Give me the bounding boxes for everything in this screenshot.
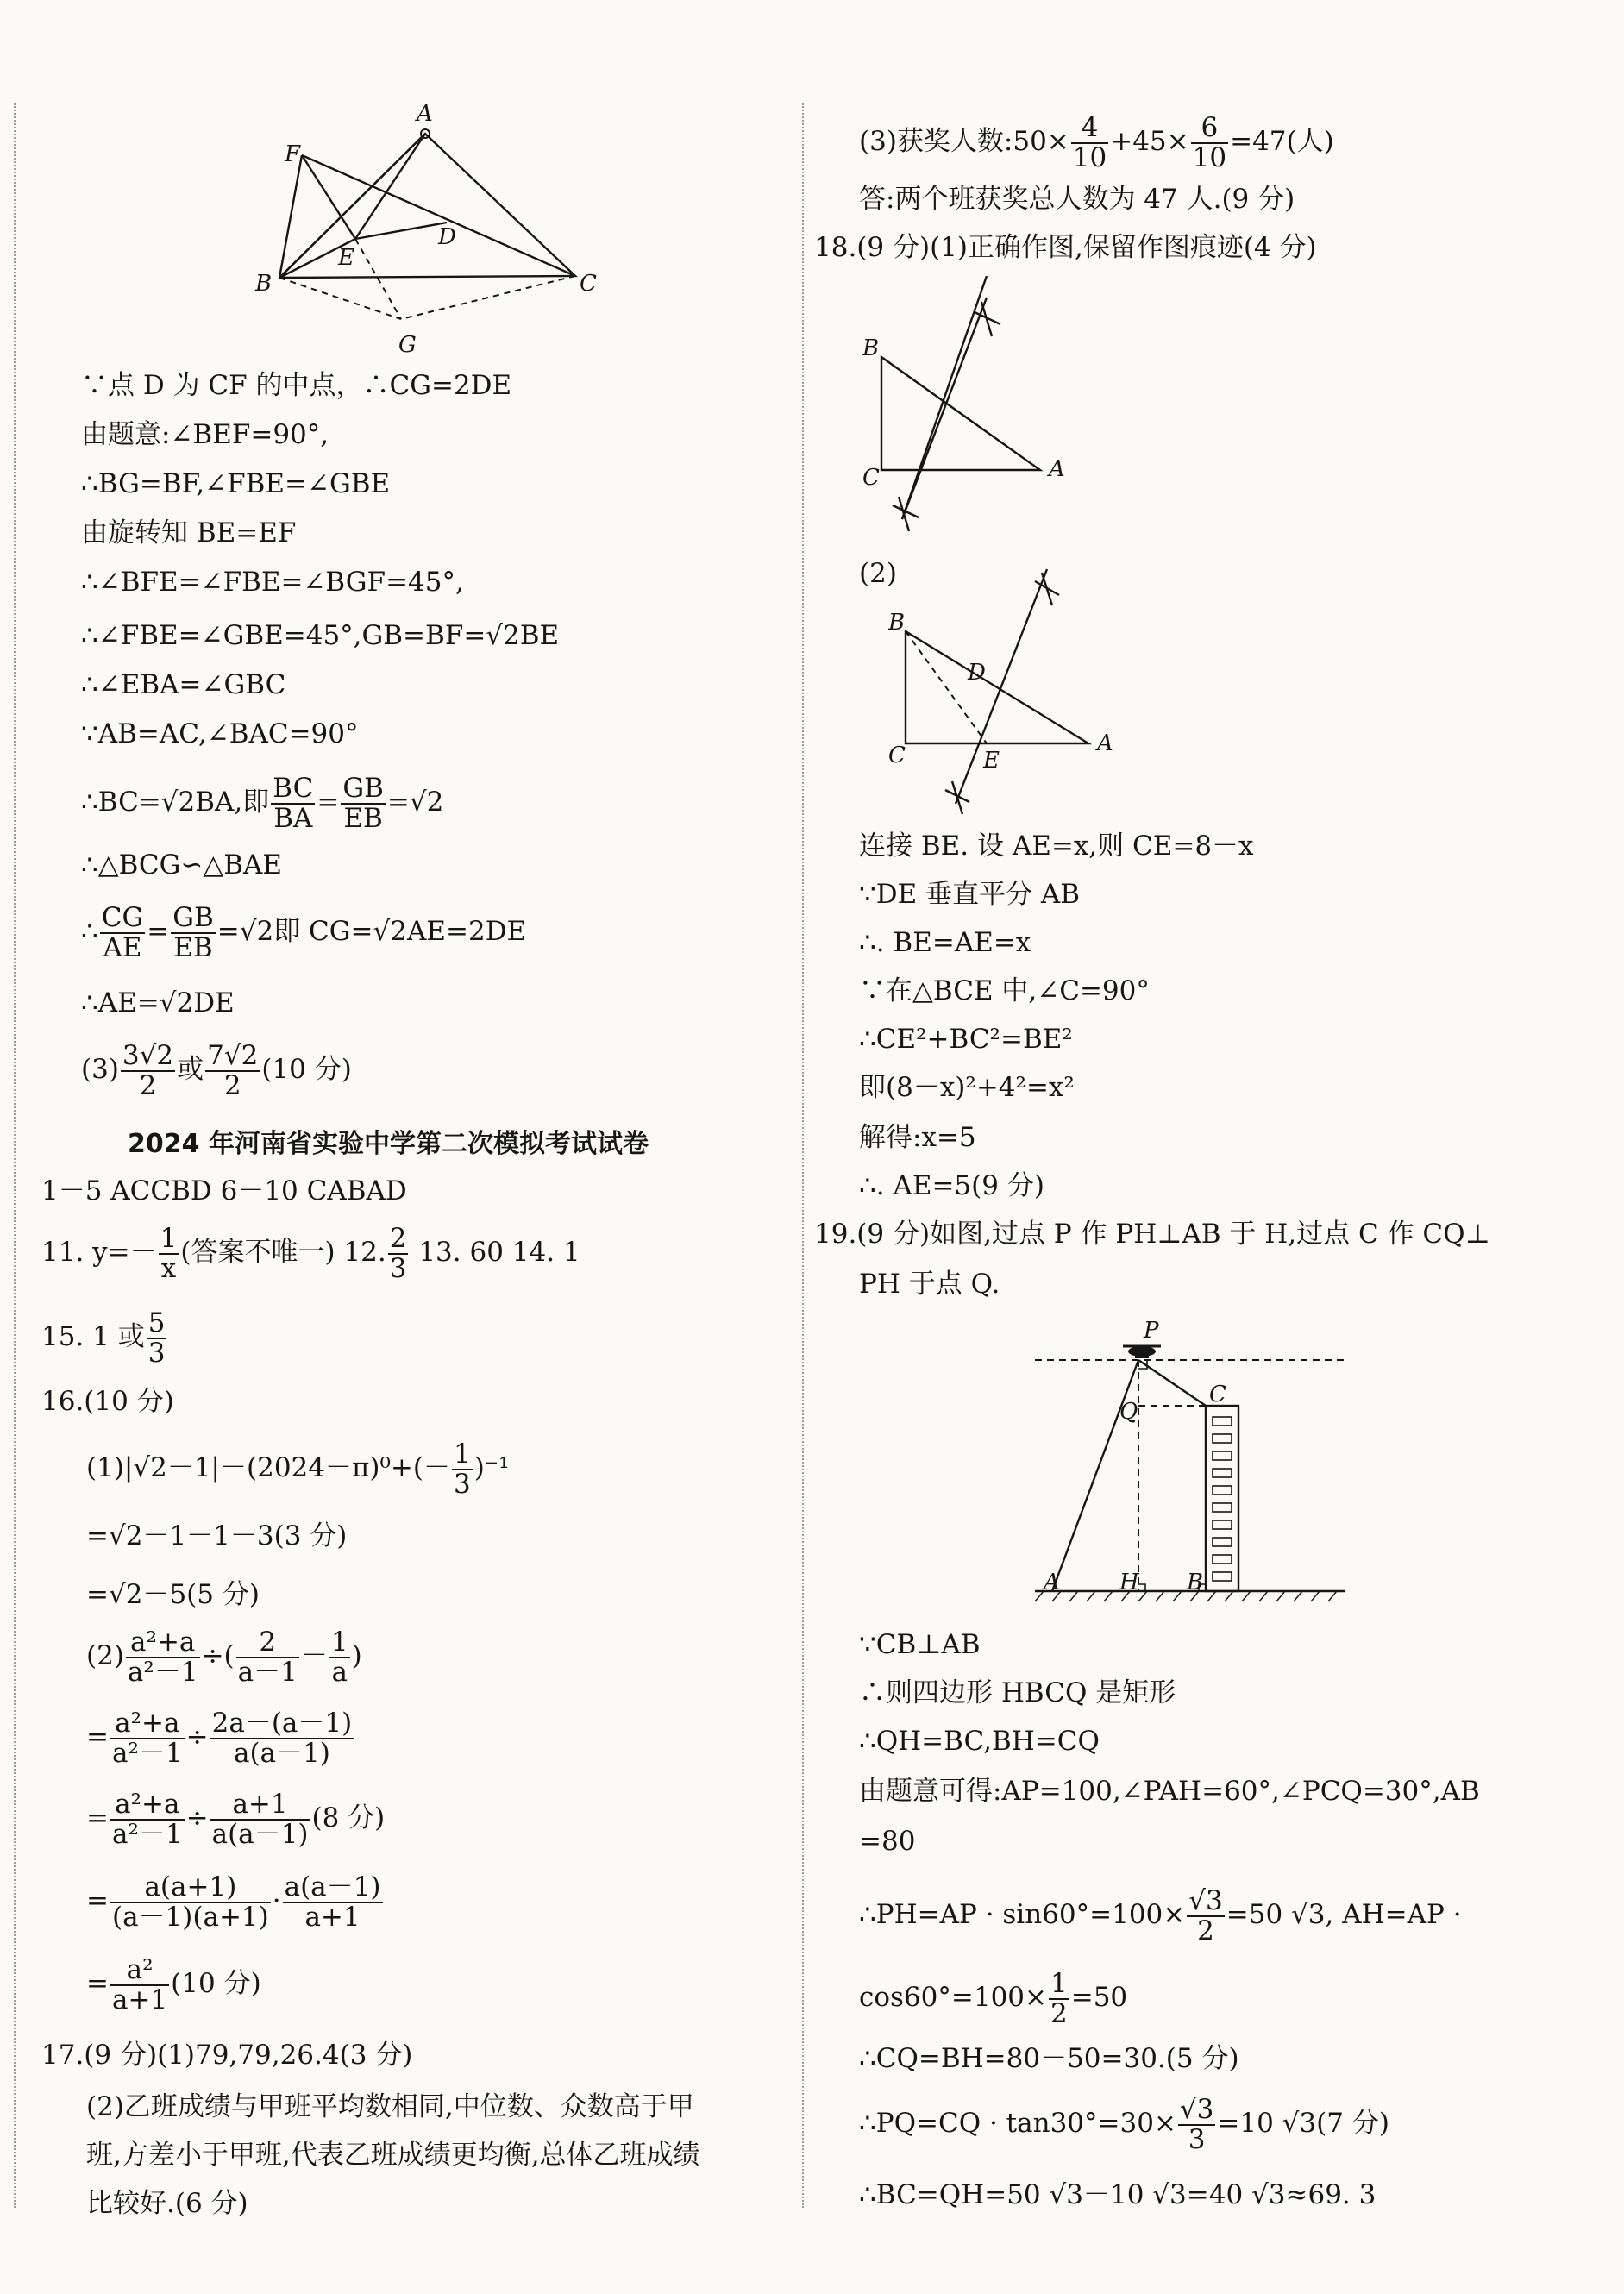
frac-f: $\frac{\text{a²+a}}{\text{a²－1}}$ (111, 1789, 183, 1850)
q19-line-10: ∴BC=QH=50 √3－10 √3=40 √3≈69. 3 (859, 2179, 1376, 2210)
q18-figure-2 (888, 552, 1173, 819)
q19-line-4: 由题意可得:AP=100,∠PAH=60°,∠PCQ=30°,AB (859, 1776, 1480, 1807)
answers-1-10: 1－5 ACCBD 6－10 CABAD (41, 1175, 407, 1207)
proof-line-2: 由题意:∠BEF=90°, (81, 419, 329, 450)
fraction-1-x: $\frac{1}{x}$ (160, 1223, 178, 1284)
q16-step4: = $\frac{\text{a²+a}}{\text{a²－1}}$ ÷ $\frac{a+1}{a(a-1)}$ (8 分) (86, 1789, 386, 1850)
right-column (802, 0, 1624, 2294)
label-Q: Q (1119, 1399, 1138, 1425)
exam-title: 2024 年河南省实验中学第二次模拟考试试卷 (128, 1129, 649, 1159)
frac-1-2: $\frac{1}{2}$ (1050, 1968, 1068, 2029)
fraction-7root2-2: $\frac{7√2}{2}$ (207, 1040, 259, 1101)
proof-line-4: 由旋转知 BE=EF (81, 517, 297, 548)
proof-line-12: ∴AE=√2DE (81, 987, 235, 1019)
q18-line-3: ∴. BE=AE=x (859, 927, 1031, 958)
label-C: C (580, 271, 597, 297)
q16-step5: = $\frac{a(a+1)}{(a-1)(a+1)}$ · $\frac{a(a-1)}{a+1}$ (86, 1871, 381, 1933)
frac-i: $\frac{a(a-1)}{a+1}$ (284, 1871, 381, 1933)
label-A: A (1049, 456, 1065, 482)
fraction-gb-eb-2: $\frac{GB}{EB}$ (172, 902, 214, 963)
left-column (0, 0, 802, 2294)
label-E: E (338, 245, 354, 271)
q19-statement-line1: 19.(9 分)如图,过点 P 作 PH⊥AB 于 H,过点 C 作 CQ⊥ (814, 1219, 1490, 1250)
label-A: A (1044, 1570, 1060, 1595)
fraction-2-3: $\frac{2}{3}$ (389, 1223, 407, 1284)
q17-part3: (3)获奖人数:50× $\frac{4}{10}$ +45× $\frac{6}{10}$ =47(人) (859, 112, 1334, 173)
proof-line-7: ∴∠EBA=∠GBC (81, 669, 286, 700)
q16-step3: = $\frac{\text{a²+a}}{\text{a²－1}}$ ÷ $\frac{2a-(a-1)}{a(a-1)}$ (86, 1708, 353, 1769)
fraction-bc-ba: $\frac{BC}{BA}$ (273, 773, 314, 834)
q18-line-8: ∴. AE=5(9 分) (859, 1170, 1044, 1201)
label-B: B (1187, 1570, 1204, 1595)
q16-header: 16.(10 分) (41, 1386, 174, 1417)
q16-step2: =√2－5(5 分) (86, 1579, 260, 1610)
q19-line-1: ∵CB⊥AB (859, 1629, 981, 1660)
frac-root3-2: $\frac{√3}{2}$ (1188, 1885, 1223, 1946)
q19-line-3: ∴QH=BC,BH=CQ (859, 1726, 1100, 1757)
q18-line-1: 连接 BE. 设 AE=x,则 CE=8－x (859, 830, 1254, 862)
fraction-5-3: $\frac{5}{3}$ (147, 1307, 166, 1369)
frac-4-10: $\frac{4}{10}$ (1072, 112, 1107, 173)
q18-figure-1 (845, 276, 1104, 543)
q17-answer: 答:两个班获奖总人数为 47 人.(9 分) (859, 184, 1295, 215)
frac-b: $\frac{2}{a-1}$ (237, 1626, 298, 1688)
label-C: C (1209, 1382, 1226, 1407)
label-E: E (983, 748, 1000, 774)
label-D: D (968, 660, 986, 686)
proof-line-5: ∴∠BFE=∠FBE=∠BGF=45°, (81, 567, 464, 598)
proof-line-8: ∵AB=AC,∠BAC=90° (81, 718, 359, 749)
label-A: A (417, 101, 433, 127)
proof-line-1: ∵点 D 为 CF 的中点，∴CG=2DE (81, 370, 512, 401)
fraction-1-3: $\frac{1}{3}$ (453, 1438, 471, 1500)
rotation-triangle-figure (241, 99, 604, 358)
label-B: B (888, 610, 906, 636)
proof-line-3: ∴BG=BF,∠FBE=∠GBE (81, 468, 391, 499)
q16-result: = $\frac{\text{a²}}{a+1}$ (10 分) (86, 1954, 261, 2015)
q19-line-8: ∴CQ=BH=80－50=30.(5 分) (859, 2043, 1239, 2074)
label-D: D (438, 224, 456, 250)
label-A: A (1097, 730, 1113, 756)
q19-line-6: ∴PH=AP · sin60°=100× $\frac{√3}{2}$ =50 √3, AH=AP · (859, 1885, 1462, 1946)
label-C: C (862, 465, 880, 491)
frac-root3-3: $\frac{√3}{3}$ (1179, 2094, 1214, 2155)
label-P: P (1144, 1318, 1159, 1344)
label-F: F (285, 141, 301, 167)
q16-part1: (1)|√2－1|－(2024－π)⁰+(－ $\frac{1}{3}$ )⁻¹ (86, 1438, 510, 1500)
q18-line-4: ∵在△BCE 中,∠C=90° (859, 975, 1150, 1006)
q19-statement-line2: PH 于点 Q. (859, 1269, 1000, 1300)
q17-part2-line3: 比较好.(6 分) (86, 2188, 248, 2219)
q17-part1: 17.(9 分)(1)79,79,26.4(3 分) (41, 2040, 413, 2071)
answers-11-14: 11. y=－ $\frac{1}{x}$ (答案不唯一) 12. $\frac{2}{3}$ 13. 60 14. 1 (41, 1223, 580, 1284)
label-H: H (1119, 1570, 1139, 1595)
label-C: C (888, 743, 906, 768)
proof-line-10: ∴△BCG∽△BAE (81, 849, 283, 881)
fraction-3root2-2: $\frac{3√2}{2}$ (122, 1040, 174, 1101)
q19-line-5: =80 (859, 1826, 916, 1857)
q18-line-7: 解得:x=5 (859, 1122, 976, 1153)
frac-6-10: $\frac{6}{10}$ (1192, 112, 1227, 173)
frac-e: $\frac{2a-(a-1)}{a(a-1)}$ (211, 1708, 353, 1769)
q19-line-7: cos60°=100× $\frac{1}{2}$ =50 (859, 1968, 1128, 2029)
q18-line-5: ∴CE²+BC²=BE² (859, 1024, 1073, 1055)
frac-c: $\frac{1}{a}$ (330, 1626, 348, 1688)
frac-a: $\frac{\text{a²+a}}{\text{a²－1}}$ (127, 1626, 198, 1688)
q17-part2-line2: 班,方差小于甲班,代表乙班成绩更均衡,总体乙班成绩 (86, 2140, 700, 2171)
answer-15: 15. 1 或 $\frac{5}{3}$ (41, 1307, 166, 1369)
q19-line-2: ∴则四边形 HBCQ 是矩形 (859, 1677, 1176, 1708)
proof-line-9: ∴BC=√2BA,即 $\frac{BC}{BA}$ = $\frac{GB}{EB}$ =√2 (81, 773, 444, 834)
q16-part2: (2) $\frac{\text{a²+a}}{\text{a²－1}}$ ÷( $\frac{2}{a-1}$ － $\frac{1}{a}$ ) (86, 1626, 362, 1688)
frac-d: $\frac{\text{a²+a}}{\text{a²－1}}$ (111, 1708, 183, 1769)
label-B: B (255, 271, 273, 297)
q18-line-2: ∵DE 垂直平分 AB (859, 879, 1081, 910)
label-G: G (398, 332, 417, 358)
frac-g: $\frac{a+1}{a(a-1)}$ (211, 1789, 309, 1850)
frac-j: $\frac{\text{a²}}{a+1}$ (111, 1954, 168, 2015)
label-B: B (862, 335, 880, 361)
q18-line-6: 即(8－x)²+4²=x² (859, 1072, 1075, 1103)
drone-icon (1123, 1346, 1161, 1358)
q16-step1: =√2－1－1－3(3 分) (86, 1520, 348, 1551)
proof-line-6: ∴∠FBE=∠GBE=45°,GB=BF=√2BE (81, 620, 560, 651)
q18-part2: (2) (859, 558, 897, 589)
proof-line-11: ∴ $\frac{CG}{AE}$ = $\frac{GB}{EB}$ =√2即 CG=√2AE=2DE (81, 902, 527, 963)
frac-h: $\frac{a(a+1)}{(a-1)(a+1)}$ (111, 1871, 269, 1933)
fraction-cg-ae: $\frac{CG}{AE}$ (101, 902, 144, 963)
q18-part1: 18.(9 分)(1)正确作图,保留作图痕迹(4 分) (814, 232, 1317, 263)
fraction-gb-eb: $\frac{GB}{EB}$ (342, 773, 384, 834)
part3-answer: (3) $\frac{3√2}{2}$ 或 $\frac{7√2}{2}$ (10 分) (81, 1040, 352, 1101)
q17-part2-line1: (2)乙班成绩与甲班平均数相同,中位数、众数高于甲 (86, 2091, 694, 2122)
q19-figure (1026, 1315, 1354, 1608)
q19-line-9: ∴PQ=CQ · tan30°=30× $\frac{√3}{3}$ =10 √3(7 分) (859, 2094, 1389, 2155)
